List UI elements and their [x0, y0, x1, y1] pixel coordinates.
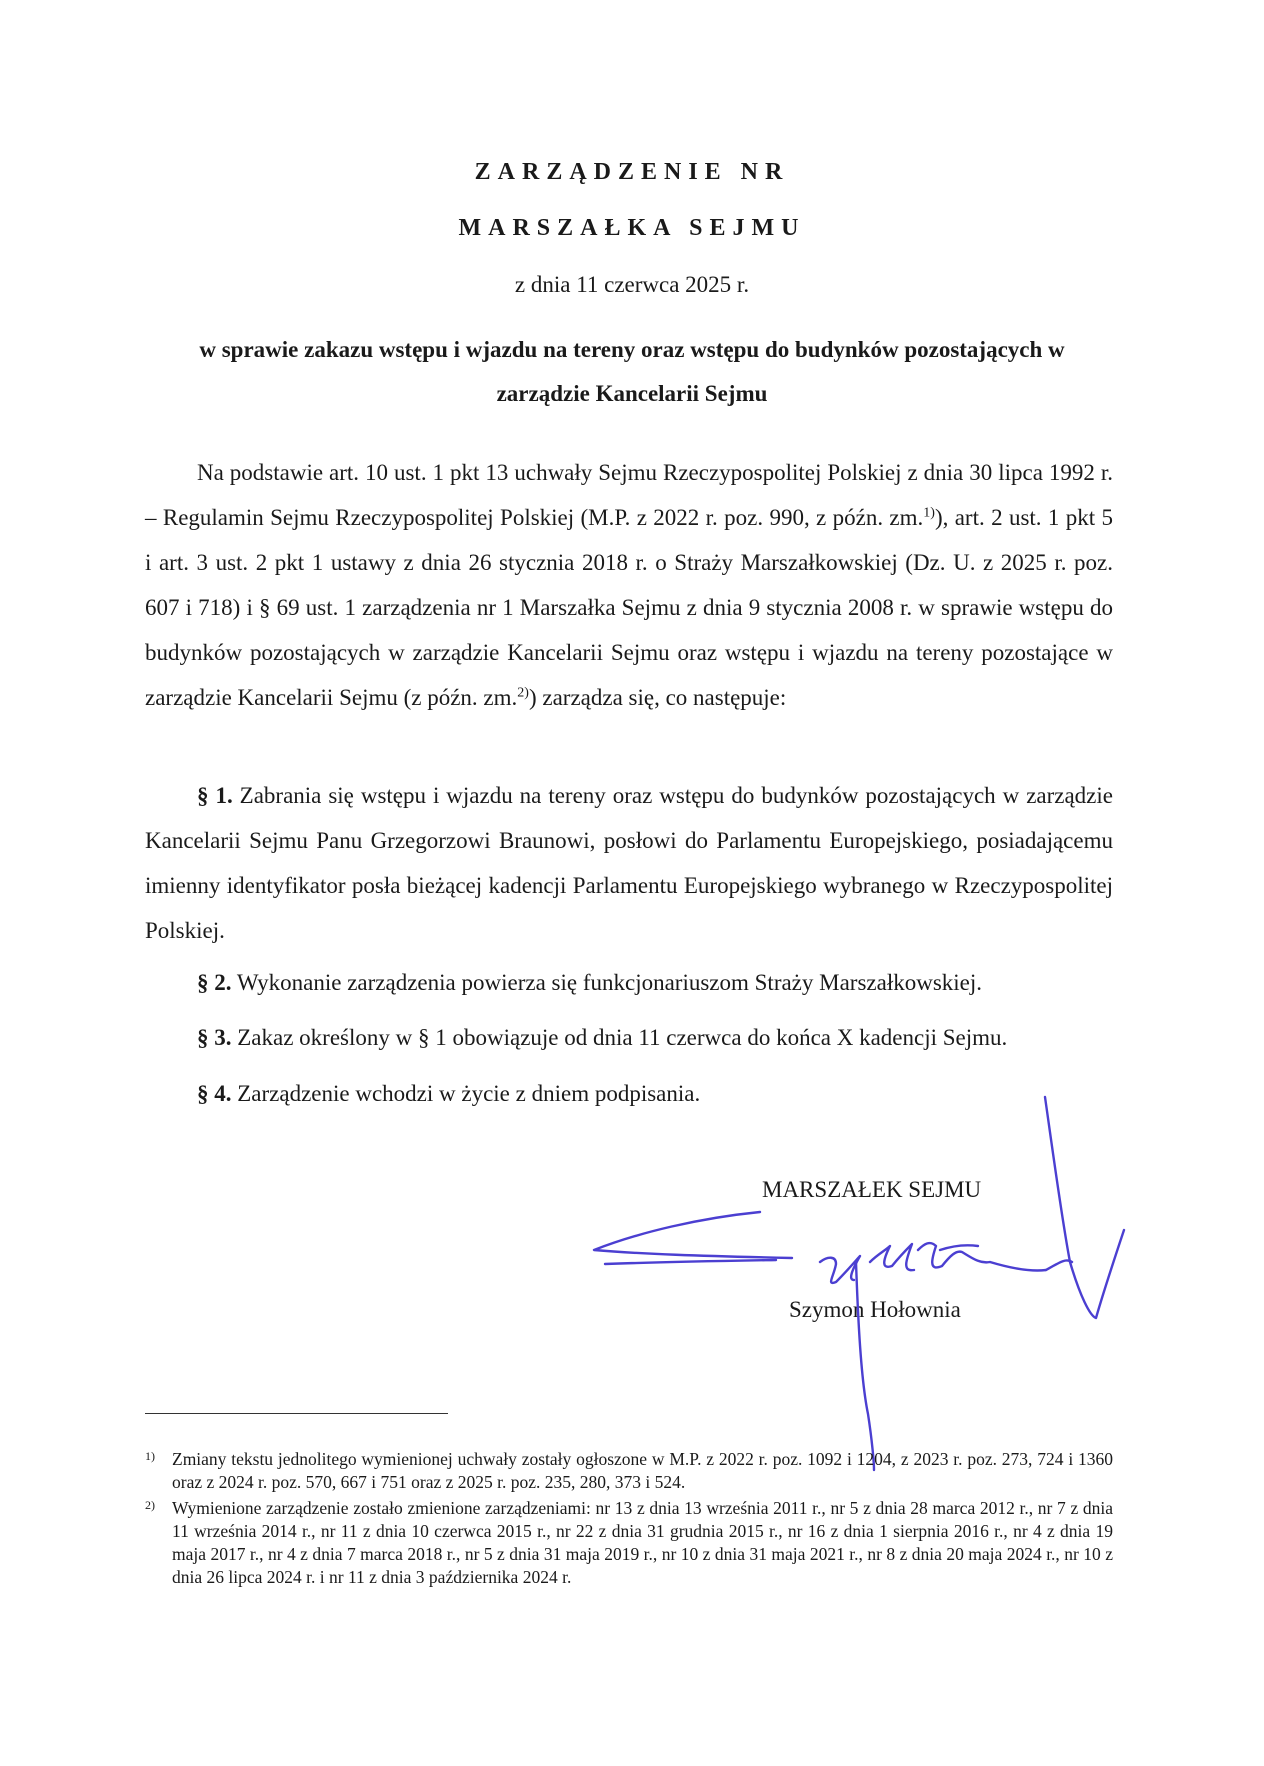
footnote-2-mark: 2)	[145, 1498, 155, 1512]
signature-stroke	[940, 1245, 978, 1250]
preamble-text-2: ), art. 2 ust. 1 pkt 5 i art. 3 ust. 2 pkt 1 ustawy z dnia 26 stycznia 2018 r. o Straży Marszałkowskiej (Dz. U. z 2025 r. poz. 607 i 718) i § 69 ust. 1 zarządzenia nr 1 Marszałka Sejmu z dnia 9 stycznia 2008 r. w sprawie wstępu do budynków pozostających w zarządzie Kancelarii Sejmu oraz wstępu i wjazdu na tereny pozostające w zarządzie Kancelarii Sejmu (z późn. zm.	[145, 505, 1113, 710]
paragraph-2-text: Wykonanie zarządzenia powierza się funkcjonariuszom Straży Marszałkowskiej.	[236, 970, 983, 995]
signature-stroke	[856, 1262, 874, 1470]
paragraph-3-number: § 3.	[197, 1025, 232, 1050]
signature-stroke	[870, 1244, 914, 1270]
paragraph-3-text: Zakaz określony w § 1 obowiązuje od dnia 11 czerwca do końca X kadencji Sejmu.	[237, 1025, 1008, 1050]
issuer-title: MARSZAŁKA SEJMU	[458, 215, 806, 241]
paragraph-4-text: Zarządzenie wchodzi w życie z dniem podpisania.	[237, 1081, 701, 1106]
signature-stroke	[594, 1212, 792, 1258]
paragraph-2	[145, 960, 1113, 1005]
paragraph-4	[145, 1071, 1113, 1116]
footnote-1-mark: 1)	[145, 1449, 155, 1463]
preamble-text-1: Na podstawie art. 10 ust. 1 pkt 13 uchwały Sejmu Rzeczypospolitej Polskiej z dnia 30 lipca 1992 r. – Regulamin Sejmu Rzeczypospolitej Polskiej (M.P. z 2022 r. poz. 990, z późn. zm.	[145, 460, 1113, 530]
document-date: z dnia 11 czerwca 2025 r.	[514, 272, 750, 297]
signatory-name: Szymon Hołownia	[789, 1297, 961, 1322]
paragraph-2-number: § 2.	[197, 970, 232, 995]
paragraph-4-number: § 4.	[197, 1081, 232, 1106]
paragraph-1	[145, 773, 1113, 953]
preamble-text-3: ) zarządza się, co następuje:	[528, 685, 787, 710]
paragraph-1-number: § 1.	[197, 783, 233, 808]
paragraph-1-text: Zabrania się wstępu i wjazdu na tereny oraz wstępu do budynków pozostających w zarządzie Kancelarii Sejmu Panu Grzegorzowi Braunowi, posłowi do Parlamentu Europejskiego, posiadającemu imienny identyfikator posła bieżącej kadencji Parlamentu Europejskiego wybranego w Rzeczypospolitej Polskiej.	[145, 783, 1113, 943]
footnote-ref-2: 2)	[517, 685, 529, 701]
signature-stroke	[820, 1256, 860, 1283]
footnote-1	[145, 1448, 1113, 1494]
document-title: ZARZĄDZENIE NR	[474, 159, 790, 185]
preamble	[145, 450, 1113, 720]
footnote-2-text: Wymienione zarządzenie zostało zmienione zarządzeniami: nr 13 z dnia 13 września 2011 r., nr 5 z dnia 28 marca 2012 r., nr 7 z dnia 11 września 2014 r., nr 11 z dnia 10 czerwca 2015 r., nr 22 z dnia 31 grudnia 2015 r., nr 16 z dnia 1 sierpnia 2016 r., nr 4 z dnia 19 maja 2017 r., nr 4 z dnia 7 marca 2018 r., nr 5 z dnia 31 maja 2019 r., nr 10 z dnia 31 maja 2021 r., nr 8 z dnia 20 maja 2024 r., nr 10 z dnia 26 lipca 2024 r. i nr 11 z dnia 3 października 2024 r.	[172, 1498, 1113, 1587]
signature-stroke	[918, 1243, 1046, 1270]
signature-stroke	[1045, 1097, 1124, 1318]
paragraph-3	[145, 1015, 1113, 1060]
signature-stroke	[605, 1260, 776, 1264]
signature-stroke	[1046, 1260, 1072, 1270]
footnote-ref-1: 1)	[923, 505, 935, 521]
footnote-separator	[145, 1413, 448, 1414]
footnote-2	[145, 1497, 1113, 1589]
document-subject: w sprawie zakazu wstępu i wjazdu na tereny oraz wstępu do budynków pozostających w zarządzie Kancelarii Sejmu	[199, 337, 1065, 406]
signatory-title: MARSZAŁEK SEJMU	[762, 1177, 982, 1202]
footnote-1-text: Zmiany tekstu jednolitego wymienionej uchwały zostały ogłoszone w M.P. z 2022 r. poz. 1092 i 1204, z 2023 r. poz. 273, 724 i 1360 oraz z 2024 r. poz. 570, 667 i 751 oraz z 2025 r. poz. 235, 280, 373 i 524.	[172, 1449, 1113, 1492]
